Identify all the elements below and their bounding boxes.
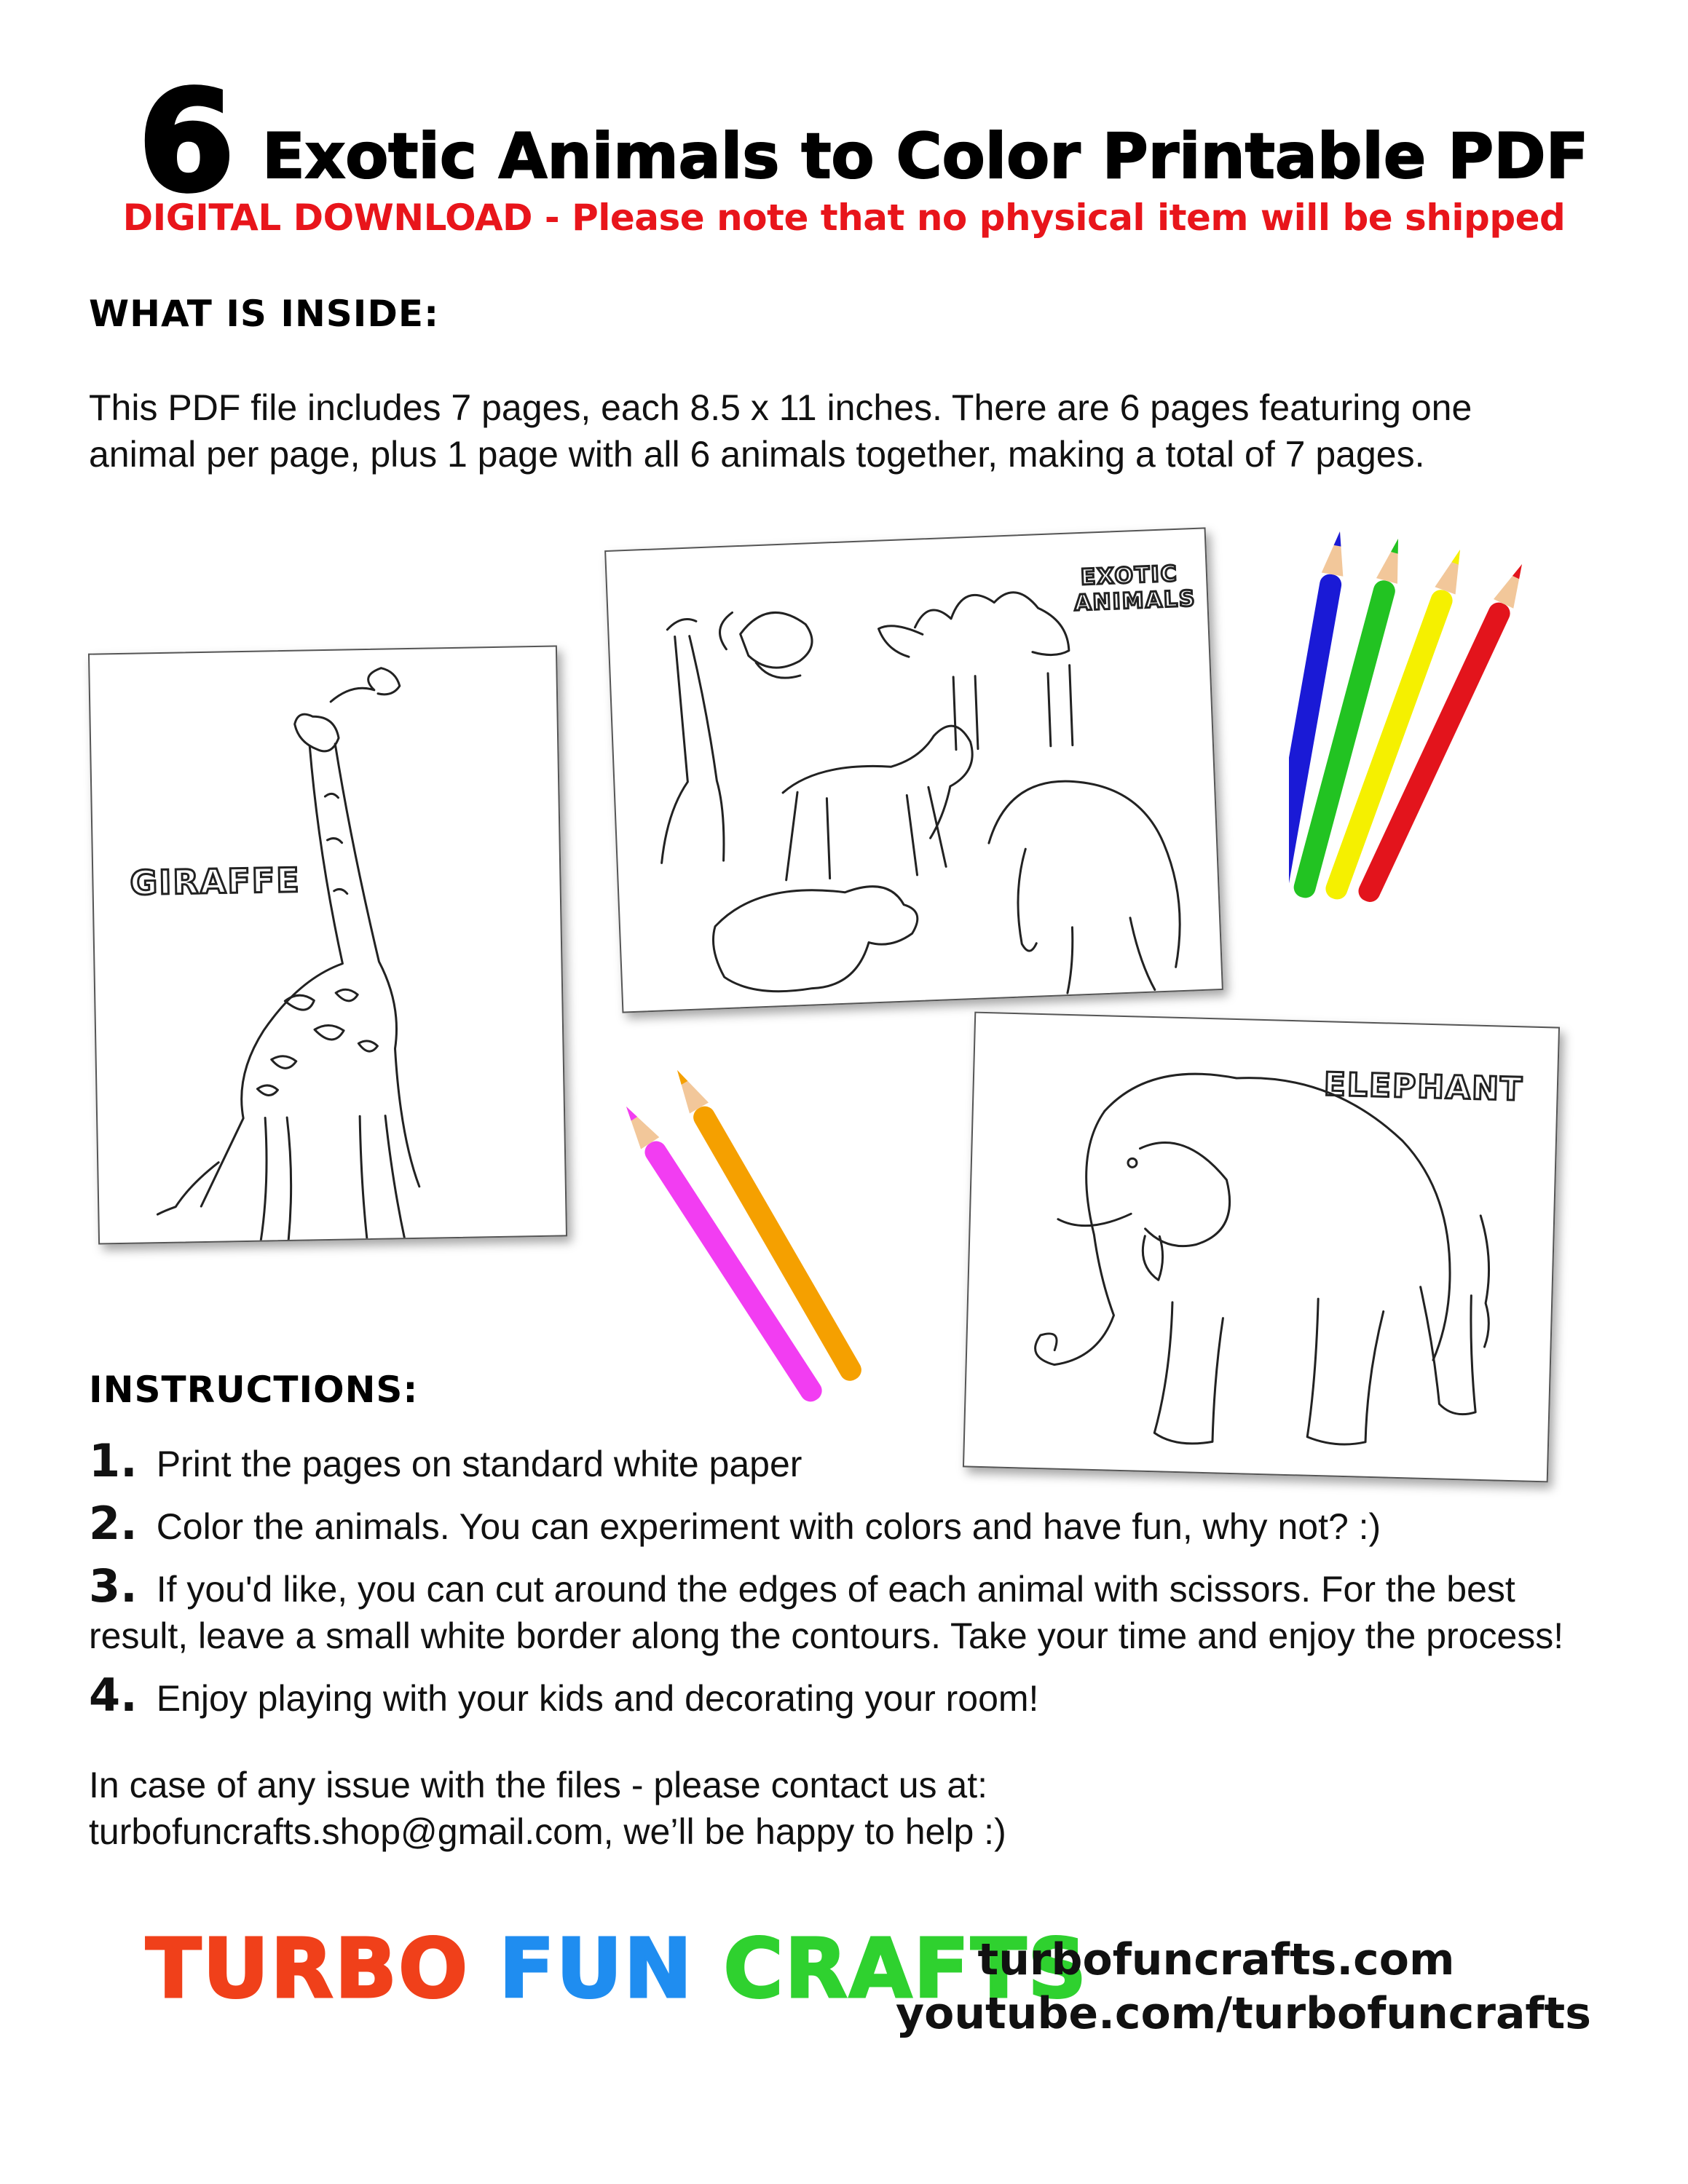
instructions-list [89,1434,1564,1722]
contact-email-line[interactable]: turbofuncrafts.shop@gmail.com, we’ll be happy to help :) [89,1811,1006,1852]
pencil-group-center [604,1063,881,1412]
contact-block [89,1762,1006,1855]
youtube-link[interactable]: youtube.com/turbofuncrafts [896,1988,1591,2039]
digital-download-notice: DIGITAL DOWNLOAD - Please note that no physical item will be shipped [122,197,1566,239]
elephant-page-preview [963,1012,1560,1483]
title-number: 6 [138,61,235,222]
instruction-number: 3. [89,1559,138,1613]
instruction-item [89,1669,1563,1722]
instruction-item [89,1434,1563,1487]
instruction-text: Enjoy playing with your kids and decorating your room! [156,1678,1039,1719]
brand-word-crafts: CRAFTS [723,1922,1089,2017]
inside-line-2: animal per page, plus 1 page with all 6 animals together, making a total of 7 pages. [89,434,1425,475]
brand-word-turbo: TURBO [146,1922,470,2017]
page-title: Exotic Animals to Color Printable PDF [262,120,1589,193]
instruction-number: 4. [89,1669,138,1722]
instruction-text-continued: result, leave a small white border along the contours. Take your time and enjoy the process! [89,1615,1564,1656]
website-link[interactable]: turbofuncrafts.com [977,1934,1455,1985]
elephant-illustration [964,1013,1558,1481]
elephant-label: ELEPHANT [1323,1066,1524,1109]
giraffe-illustration [90,646,566,1243]
inside-line-1: This PDF file includes 7 pages, each 8.5 x 11 inches. There are 6 pages featuring one [89,387,1472,428]
instruction-text: If you'd like, you can cut around the edges of each animal with scissors. For the best [156,1569,1515,1610]
giraffe-page-preview [88,645,567,1244]
instructions-heading: INSTRUCTIONS: [89,1369,419,1411]
footer-links [896,1933,1591,2041]
pencil-group-right [1289,510,1566,917]
giraffe-label: GIRAFFE [129,860,301,903]
instruction-number: 1. [89,1434,138,1487]
collection-page-preview [604,527,1223,1013]
contact-line-1: In case of any issue with the files - please contact us at: [89,1765,987,1805]
instruction-item [89,1497,1563,1550]
brand-word-fun: FUN [499,1922,694,2017]
instruction-number: 2. [89,1497,138,1550]
collection-label-1: EXOTIC [1080,561,1179,591]
instruction-item [89,1559,1564,1659]
collection-label-2: ANIMALS [1073,585,1197,617]
inside-description [89,384,1472,478]
collection-illustration [606,529,1222,1011]
instruction-text: Print the pages on standard white paper [156,1444,802,1484]
instruction-text: Color the animals. You can experiment with colors and have fun, why not? :) [156,1506,1381,1547]
inside-heading: WHAT IS INSIDE: [89,293,440,335]
